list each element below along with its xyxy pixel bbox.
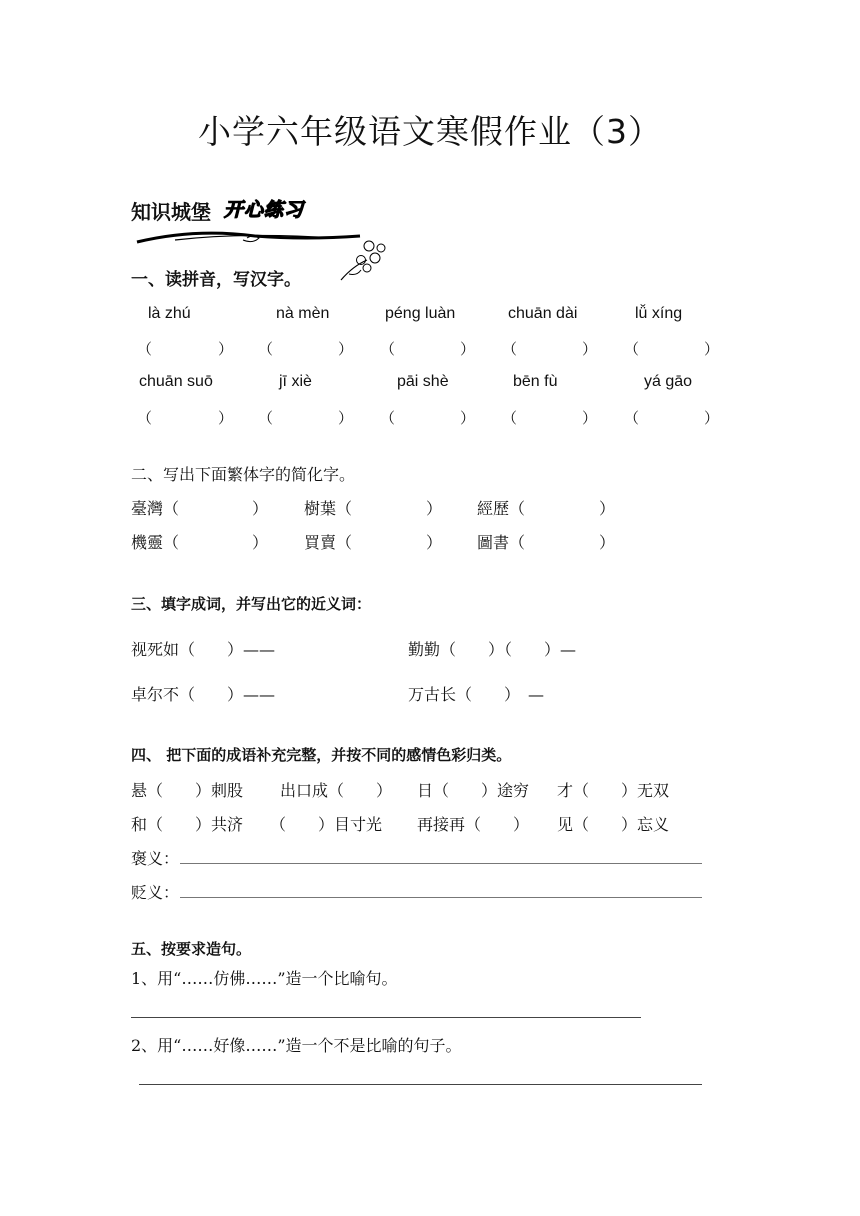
answer-paren-open: （ (624, 409, 640, 427)
derogatory-label: 贬义： (131, 883, 180, 902)
idiom-fill-item: 勤勤（ ）（ ）— (408, 640, 577, 659)
section1-heading: 一、读拼音，写汉字。 (131, 270, 301, 290)
answer-paren-close: ） (460, 340, 476, 358)
answer-paren-close: ） (218, 340, 234, 358)
idiom-fill-item: 视死如（ ）—— (131, 640, 276, 659)
answer-paren-close: ） (252, 533, 269, 552)
pinyin-item: là zhú (148, 305, 191, 322)
answer-paren-close: ） (426, 499, 443, 518)
idiom-complete-item: （ ）目寸光 (270, 815, 383, 834)
answer-paren-open: （ (258, 409, 274, 427)
answer-paren-close: ） (338, 340, 354, 358)
answer-paren-close: ） (338, 409, 354, 427)
answer-paren-close: ） (252, 499, 269, 518)
idiom-fill-item: 卓尔不（ ）—— (131, 685, 276, 704)
answer-paren-open: （ (624, 340, 640, 358)
pinyin-item: chuān suō (139, 373, 213, 390)
pinyin-item: bēn fù (513, 373, 558, 390)
section-header-castle: 知识城堡 (131, 200, 211, 224)
pinyin-item: yá gāo (644, 373, 693, 390)
traditional-char-item: 圖書（ (477, 533, 526, 552)
section4-heading: 四、 把下面的成语补充完整，并按不同的感情色彩归类。 (131, 746, 512, 764)
answer-paren-close: ） (460, 409, 476, 427)
section5-heading: 五、按要求造句。 (131, 940, 252, 958)
idiom-complete-item: 再接再（ ） (417, 815, 530, 834)
answer-paren-close: ） (582, 340, 598, 358)
section3-heading: 三、填字成词，并写出它的近义词： (131, 595, 372, 613)
pinyin-item: lǚ xíng (635, 305, 683, 322)
sentence-task-2: 2、用“……好像……”造一个不是比喻的句子。 (131, 1036, 462, 1055)
traditional-char-item: 臺灣（ (131, 499, 180, 518)
idiom-complete-item: 出口成（ ） (280, 781, 393, 800)
answer-paren-close: ） (599, 499, 616, 518)
idiom-fill-item: 万古长（ ） — (408, 685, 545, 704)
traditional-char-item: 機靈（ (131, 533, 180, 552)
answer-paren-open: （ (502, 409, 518, 427)
idiom-complete-item: 日（ ）途穷 (417, 781, 530, 800)
idiom-complete-item: 悬（ ）刺股 (131, 781, 244, 800)
answer-paren-open: （ (502, 340, 518, 358)
answer-paren-close: ） (599, 533, 616, 552)
answer-paren-open: （ (380, 409, 396, 427)
sentence-task-1: 1、用“……仿佛……”造一个比喻句。 (131, 969, 398, 988)
praise-label: 褒义： (131, 849, 180, 868)
page-title: 小学六年级语文寒假作业（3） (198, 112, 662, 151)
answer-paren-close: ） (582, 409, 598, 427)
answer-paren-close: ） (218, 409, 234, 427)
answer-paren-open: （ (258, 340, 274, 358)
pinyin-item: jī xiè (279, 373, 312, 390)
pinyin-item: pāi shè (397, 373, 449, 390)
sentence-answer-line-1[interactable] (131, 1017, 641, 1018)
pinyin-item: péng luàn (385, 305, 456, 322)
idiom-complete-item: 才（ ）无双 (557, 781, 670, 800)
derogatory-answer-line[interactable] (180, 897, 702, 898)
idiom-complete-item: 和（ ）共济 (131, 815, 244, 834)
answer-paren-close: ） (426, 533, 443, 552)
traditional-char-item: 買賣（ (304, 533, 353, 552)
answer-paren-open: （ (137, 340, 153, 358)
praise-answer-line[interactable] (180, 863, 702, 864)
sentence-answer-line-2[interactable] (139, 1084, 702, 1085)
answer-paren-open: （ (380, 340, 396, 358)
answer-paren-close: ） (704, 340, 720, 358)
traditional-char-item: 經歷（ (477, 499, 526, 518)
happy-practice-logo: 开心练习 (224, 199, 305, 221)
section2-heading: 二、写出下面繁体字的简化字。 (131, 465, 356, 484)
answer-paren-open: （ (137, 409, 153, 427)
traditional-char-item: 樹葉（ (304, 499, 353, 518)
pinyin-item: chuān dài (508, 305, 578, 322)
pinyin-item: nà mèn (276, 305, 330, 322)
idiom-complete-item: 见（ ）忘义 (557, 815, 670, 834)
answer-paren-close: ） (704, 409, 720, 427)
